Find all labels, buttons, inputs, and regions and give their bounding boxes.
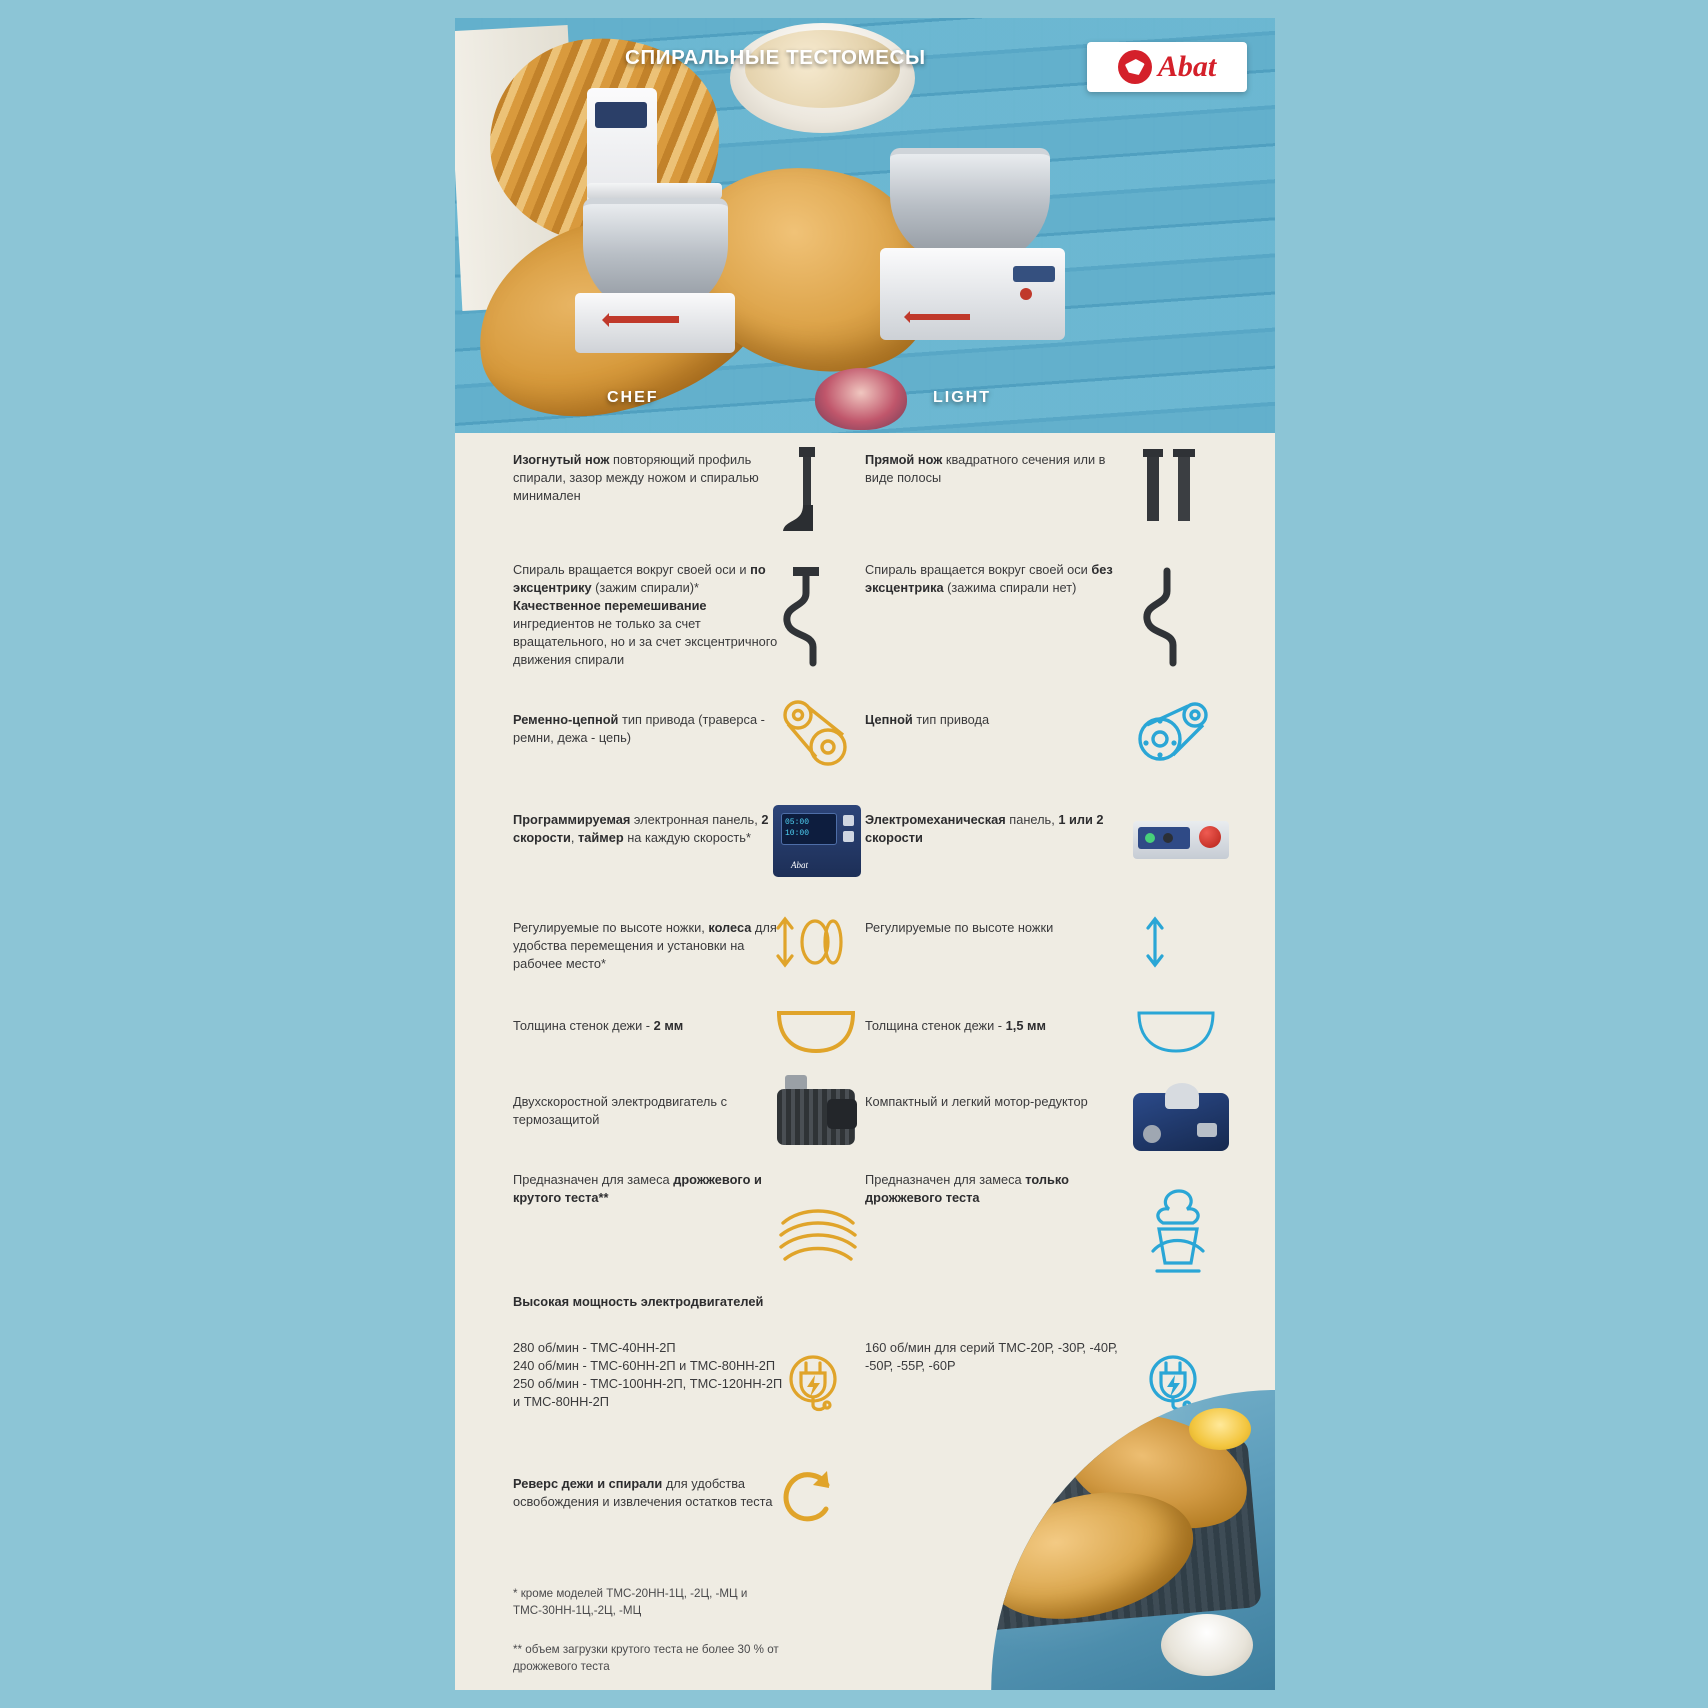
feature-text-left: Программируемая электронная панель, 2 скорости, таймер на каждую скорость* xyxy=(513,812,769,845)
feature-text-right: Цепной тип привода xyxy=(865,712,990,727)
feature-text-right: Компактный и легкий мотор-редуктор xyxy=(865,1094,1088,1109)
brand-logo xyxy=(1087,42,1247,92)
model-label-chef: CHEF xyxy=(607,389,659,406)
belt-chain-drive-icon xyxy=(773,695,853,773)
reverse-arrow-icon xyxy=(773,1463,845,1535)
adjustable-feet-icon xyxy=(1133,911,1197,975)
power-plug-icon xyxy=(773,1339,853,1419)
straight-knife-icon xyxy=(1133,443,1205,535)
feature-text-right: 160 об/мин для серий ТМС-20Р, -30Р, -40Р, -50Р, -55Р, -60Р xyxy=(865,1340,1118,1373)
light-mixer-photo xyxy=(880,138,1075,353)
feature-text-left: 280 об/мин - ТМС-40НН-2П 240 об/мин - ТМС-60НН-2П и ТМС-80НН-2П 250 об/мин - ТМС-100НН-2П, ТМС-120НН-2П и ТМС-80НН-2П xyxy=(513,1340,783,1409)
curved-knife-icon xyxy=(773,443,839,535)
motor-photo xyxy=(773,1075,863,1155)
feature-text-left: Толщина стенок дежи - 2 мм xyxy=(513,1018,684,1033)
cupcake-icon xyxy=(1133,1185,1223,1281)
feature-text-left: Изогнутый нож повторяющий профиль спирали, зазор между ножом и спиралью минимален xyxy=(513,452,759,503)
feature-text-right: Прямой нож квадратного сечения или в виде полосы xyxy=(865,452,1106,485)
feature-text-left: Предназначен для замеса дрожжевого и крутого теста** xyxy=(513,1172,762,1205)
feature-text-left: Ременно-цепной тип привода (траверса - ремни, дежа - цепь) xyxy=(513,712,765,745)
brand-name: Abat xyxy=(1157,50,1217,83)
dough-icon xyxy=(773,1201,863,1271)
bowl-thickness-icon xyxy=(773,1003,859,1055)
chain-drive-icon xyxy=(1133,695,1213,773)
feature-text-right: Предназначен для замеса только дрожжевого теста xyxy=(865,1172,1069,1205)
feature-text-left: Двухскоростной электродвигатель с термозащитой xyxy=(513,1094,727,1127)
spiral-hook-icon xyxy=(1133,565,1203,675)
lemon-decor xyxy=(1189,1408,1251,1450)
feature-heading-left: Высокая мощность электродвигателей xyxy=(513,1294,764,1309)
programmable-panel-photo: 05:00 10:00 Abat xyxy=(773,805,861,877)
page-title: СПИРАЛЬНЫЕ ТЕСТОМЕСЫ xyxy=(625,46,926,69)
fig-decor xyxy=(815,368,907,430)
abat-mark-icon xyxy=(1118,50,1152,84)
feature-text-left: Реверс дежи и спирали для удобства освобождения и извлечения остатков теста xyxy=(513,1476,773,1509)
bowl-decor xyxy=(1161,1614,1253,1676)
spiral-hook-icon xyxy=(773,563,843,673)
bowl-thickness-icon xyxy=(1133,1003,1219,1055)
electromechanical-panel-photo xyxy=(1133,821,1229,859)
gear-motor-photo xyxy=(1133,1083,1229,1155)
feature-text-right: Электромеханическая панель, 1 или 2 скорости xyxy=(865,812,1104,845)
feature-text-left: Регулируемые по высоте ножки, колеса для удобства перемещения и установки на рабочее место* xyxy=(513,920,777,971)
adjustable-feet-wheels-icon xyxy=(773,911,851,975)
bottom-photo xyxy=(945,1390,1275,1690)
brochure-page xyxy=(455,18,1275,1690)
feature-text-left: Спираль вращается вокруг своей оси и по эксцентрику (зажим спирали)* Качественное перемешивание ингредиентов не только за счет вращательного, но и за счет эксцентричного движения спирали xyxy=(513,562,778,667)
hero-banner xyxy=(455,18,1275,433)
footnote-1: * кроме моделей ТМС-20НН-1Ц, -2Ц, -МЦ и ТМС-30НН-1Ц,-2Ц, -МЦ xyxy=(513,1587,748,1617)
feature-text-right: Спираль вращается вокруг своей оси без эксцентрика (зажима спирали нет) xyxy=(865,562,1113,595)
footnote-2: ** объем загрузки крутого теста не более 30 % от дрожжевого теста xyxy=(513,1643,779,1673)
feature-text-right: Регулируемые по высоте ножки xyxy=(865,920,1054,935)
feature-text-right: Толщина стенок дежи - 1,5 мм xyxy=(865,1018,1046,1033)
model-label-light: LIGHT xyxy=(933,389,991,406)
chef-mixer-photo xyxy=(565,88,745,353)
